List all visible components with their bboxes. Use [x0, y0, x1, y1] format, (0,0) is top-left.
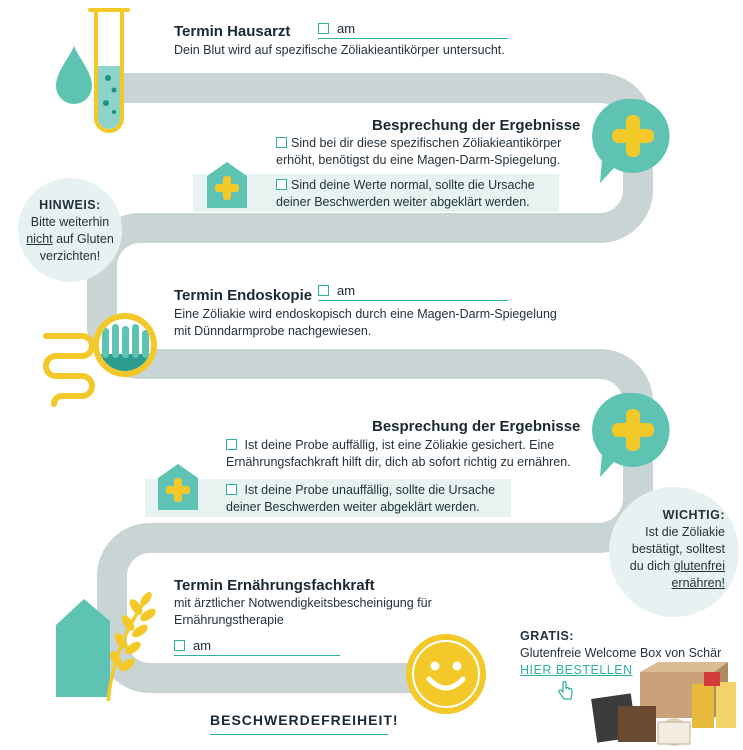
step2-option1-checkbox[interactable]: [276, 137, 287, 148]
step2-option2: [276, 177, 566, 211]
step2-option1: [276, 135, 586, 169]
hinweis-line2: auf Gluten: [52, 232, 114, 246]
villi-icon: [92, 312, 158, 378]
step3-field-label: am: [337, 283, 356, 298]
step4-title: Besprechung der Ergebnisse: [372, 418, 581, 435]
step2-option2-checkbox[interactable]: [276, 179, 287, 190]
finale-label: BESCHWERDEFREIHEIT!: [210, 712, 399, 728]
step3-title: Termin Endoskopie: [174, 287, 313, 304]
chat-plus-icon: [592, 389, 674, 481]
step4-option2-line1: Ist deine Probe unauffällig, sollte die Ursache: [244, 483, 496, 497]
step4-option2: [226, 482, 516, 516]
wichtig-line1: Ist die Zöliakie: [645, 525, 725, 539]
wichtig-line3: du dich: [629, 559, 674, 573]
smiley-icon: [405, 633, 487, 715]
wheat-icon: [50, 585, 160, 705]
step4-option2-checkbox[interactable]: [226, 484, 237, 495]
step3-date-field[interactable]: [318, 283, 508, 301]
hinweis-underlined: nicht: [26, 232, 53, 246]
gratis-desc: Glutenfreie Welcome Box von Schär: [520, 646, 722, 660]
step4-option1: [226, 437, 586, 471]
welcome-box-image[interactable]: [588, 662, 740, 748]
order-link[interactable]: HIER BESTELLEN: [520, 663, 633, 677]
step4-option1-line1: Ist deine Probe auffällig, ist eine Zöliakie gesichert. Eine: [244, 438, 555, 452]
step4-option1-line2: Ernährungsfachkraft hilft dir, dich ab sofort richtig zu ernähren.: [226, 455, 571, 469]
hinweis-line1: Bitte weiterhin: [30, 215, 110, 229]
step3-checkbox[interactable]: [318, 285, 329, 296]
house-plus-icon: [205, 160, 249, 208]
wichtig-line2: bestätigt, solltest: [631, 542, 725, 556]
hinweis-heading: HINWEIS:: [39, 198, 101, 212]
hinweis-bubble: [18, 178, 122, 282]
finale-underline: [210, 734, 388, 735]
wichtig-underlined: glutenfrei: [673, 559, 725, 573]
step2-option1-line2: erhöht, benötigst du eine Magen-Darm-Spiegelung.: [276, 153, 561, 167]
hand-pointer-icon[interactable]: [558, 681, 574, 701]
chat-plus-icon: [592, 95, 674, 187]
step2-option2-line2: deiner Beschwerden weiter abgeklärt werden.: [276, 195, 530, 209]
step5-desc-line1: mit ärztlicher Notwendigkeitsbescheinigung für: [174, 596, 432, 610]
step2-option1-line1: Sind bei dir diese spezifischen Zöliakieantikörper: [291, 136, 562, 150]
wichtig-line4: ernähren!: [671, 576, 725, 590]
step5-title: Termin Ernährungsfachkraft: [174, 577, 375, 594]
house-plus-icon: [156, 462, 200, 510]
step5-field-label: am: [193, 638, 212, 653]
step3-desc-line2: mit Dünndarmprobe nachgewiesen.: [174, 324, 372, 338]
step5-checkbox[interactable]: [174, 640, 185, 651]
test-tube-icon: [52, 8, 142, 138]
step5-desc: [174, 595, 432, 629]
wichtig-heading: WICHTIG:: [662, 508, 725, 522]
step3-desc: [174, 306, 557, 340]
step4-option2-line2: deiner Beschwerden weiter abgeklärt werden.: [226, 500, 480, 514]
step1-date-field[interactable]: [318, 21, 508, 39]
step1-field-label: am: [337, 21, 356, 36]
step3-desc-line1: Eine Zöliakie wird endoskopisch durch eine Magen-Darm-Spiegelung: [174, 307, 557, 321]
wichtig-bubble: [609, 487, 739, 617]
gratis-heading: GRATIS:: [520, 629, 574, 643]
step1-title: Termin Hausarzt: [174, 23, 291, 40]
step2-option2-line1: Sind deine Werte normal, sollte die Ursache: [291, 178, 535, 192]
step1-desc: Dein Blut wird auf spezifische Zöliakieantikörper untersucht.: [174, 43, 505, 57]
step4-option1-checkbox[interactable]: [226, 439, 237, 450]
step1-checkbox[interactable]: [318, 23, 329, 34]
hinweis-line3: verzichten!: [39, 249, 101, 263]
step5-date-field[interactable]: [174, 638, 340, 656]
step2-title: Besprechung der Ergebnisse: [372, 117, 581, 134]
step5-desc-line2: Ernährungstherapie: [174, 613, 284, 627]
